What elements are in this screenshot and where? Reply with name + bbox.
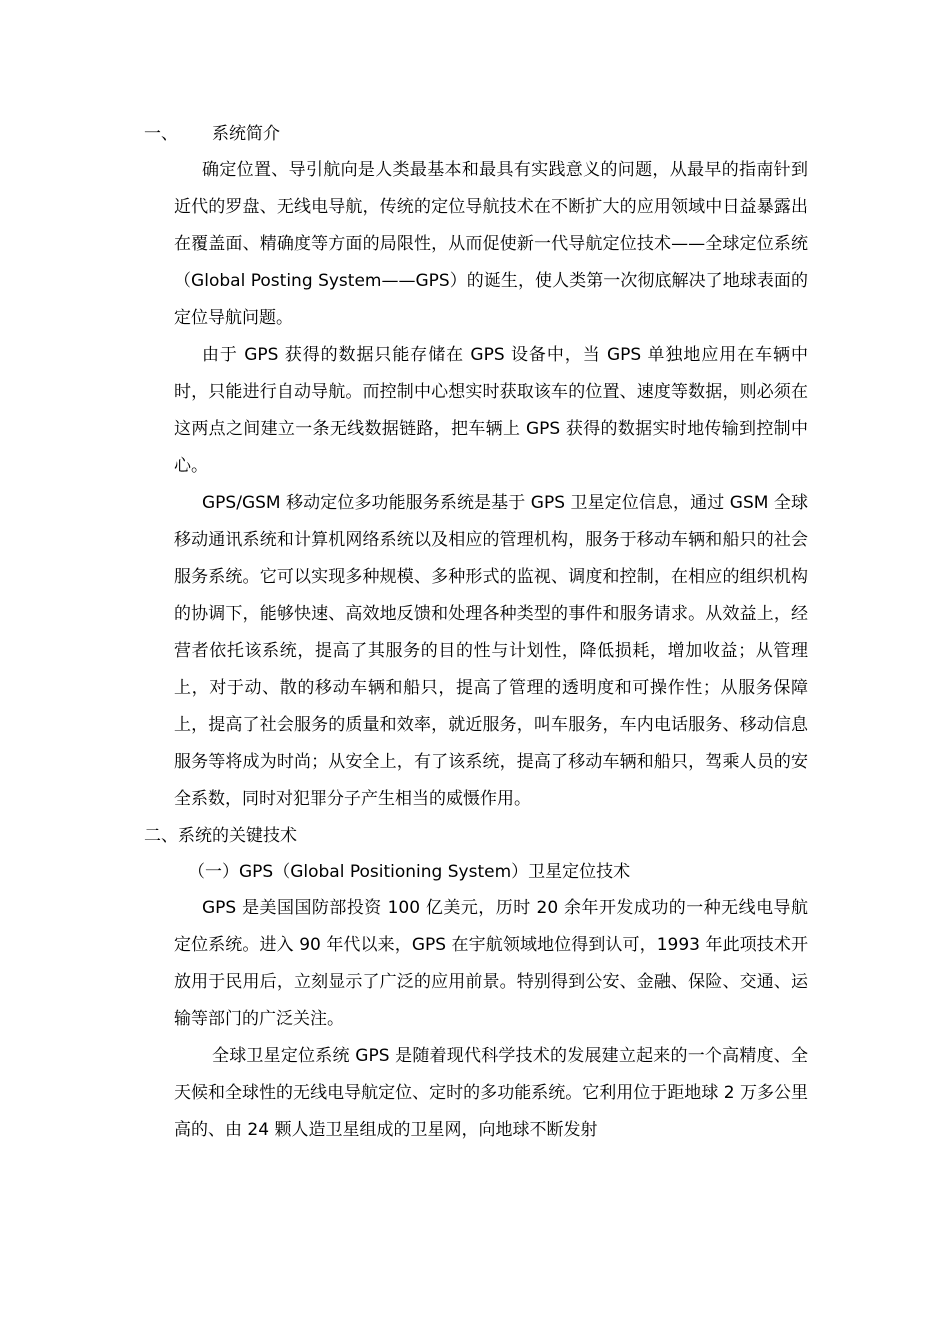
section-1-number: 一、 (144, 124, 178, 144)
section-2-heading: 二、系统的关键技术 (144, 826, 297, 846)
section-1-paragraph-2: 由于 GPS 获得的数据只能存储在 GPS 设备中，当 GPS 单独地应用在车辆中时，只能进行自动导航。而控制中心想实时获取该车的位置、速度等数据，则必须在这两点之间建立一条无线数据链路，把车辆上 GPS 获得的数据实时地传输到控制中心。 (174, 345, 808, 476)
subsection-2-1-paragraph-2: 全球卫星定位系统 GPS 是随着现代科学技术的发展建立起来的一个高精度、全天候和全球性的无线电导航定位、定时的多功能系统。它利用位于距地球 2 万多公里高的、由 24 颗人造卫星组成的卫星网，向地球不断发射 (174, 1046, 808, 1140)
subsection-2-1-paragraph-1: GPS 是美国国防部投资 100 亿美元，历时 20 余年开发成功的一种无线电导航定位系统。进入 90 年代以来，GPS 在宇航领域地位得到认可，1993 年此项技术开放用于民用后，立刻显示了广泛的应用前景。特别得到公安、金融、保险、交通、运输等部门的广泛关注。 (174, 898, 808, 1029)
section-1-heading (144, 116, 808, 152)
section-1-title: 系统简介 (212, 124, 280, 144)
section-1-paragraph-3: GPS/GSM 移动定位多功能服务系统是基于 GPS 卫星定位信息，通过 GSM 全球移动通讯系统和计算机网络系统以及相应的管理机构，服务于移动车辆和船只的社会服务系统。它可以实现多种规模、多种形式的监视、调度和控制，在相应的组织机构的协调下，能够快速、高效地反馈和处理各种类型的事件和服务请求。从效益上，经营者依托该系统，提高了其服务的目的性与计划性，降低损耗，增加收益；从管理上，对于动、散的移动车辆和船只，提高了管理的透明度和可操作性；从服务保障上，提高了社会服务的质量和效率，就近服务，叫车服务，车内电话服务、移动信息服务等将成为时尚；从安全上，有了该系统，提高了移动车辆和船只，驾乘人员的安全系数，同时对犯罪分子产生相当的威慑作用。 (174, 493, 808, 809)
document-body (144, 116, 808, 1149)
section-1-paragraph-1: 确定位置、导引航向是人类最基本和最具有实践意义的问题，从最早的指南针到近代的罗盘、无线电导航，传统的定位导航技术在不断扩大的应用领域中日益暴露出在覆盖面、精确度等方面的局限性，从而促使新一代导航定位技术——全球定位系统（Global Posting System——GPS）的诞生，使人类第一次彻底解决了地球表面的定位导航问题。 (174, 160, 808, 328)
subsection-2-1-heading: （一）GPS（Global Positioning System）卫星定位技术 (188, 862, 631, 882)
